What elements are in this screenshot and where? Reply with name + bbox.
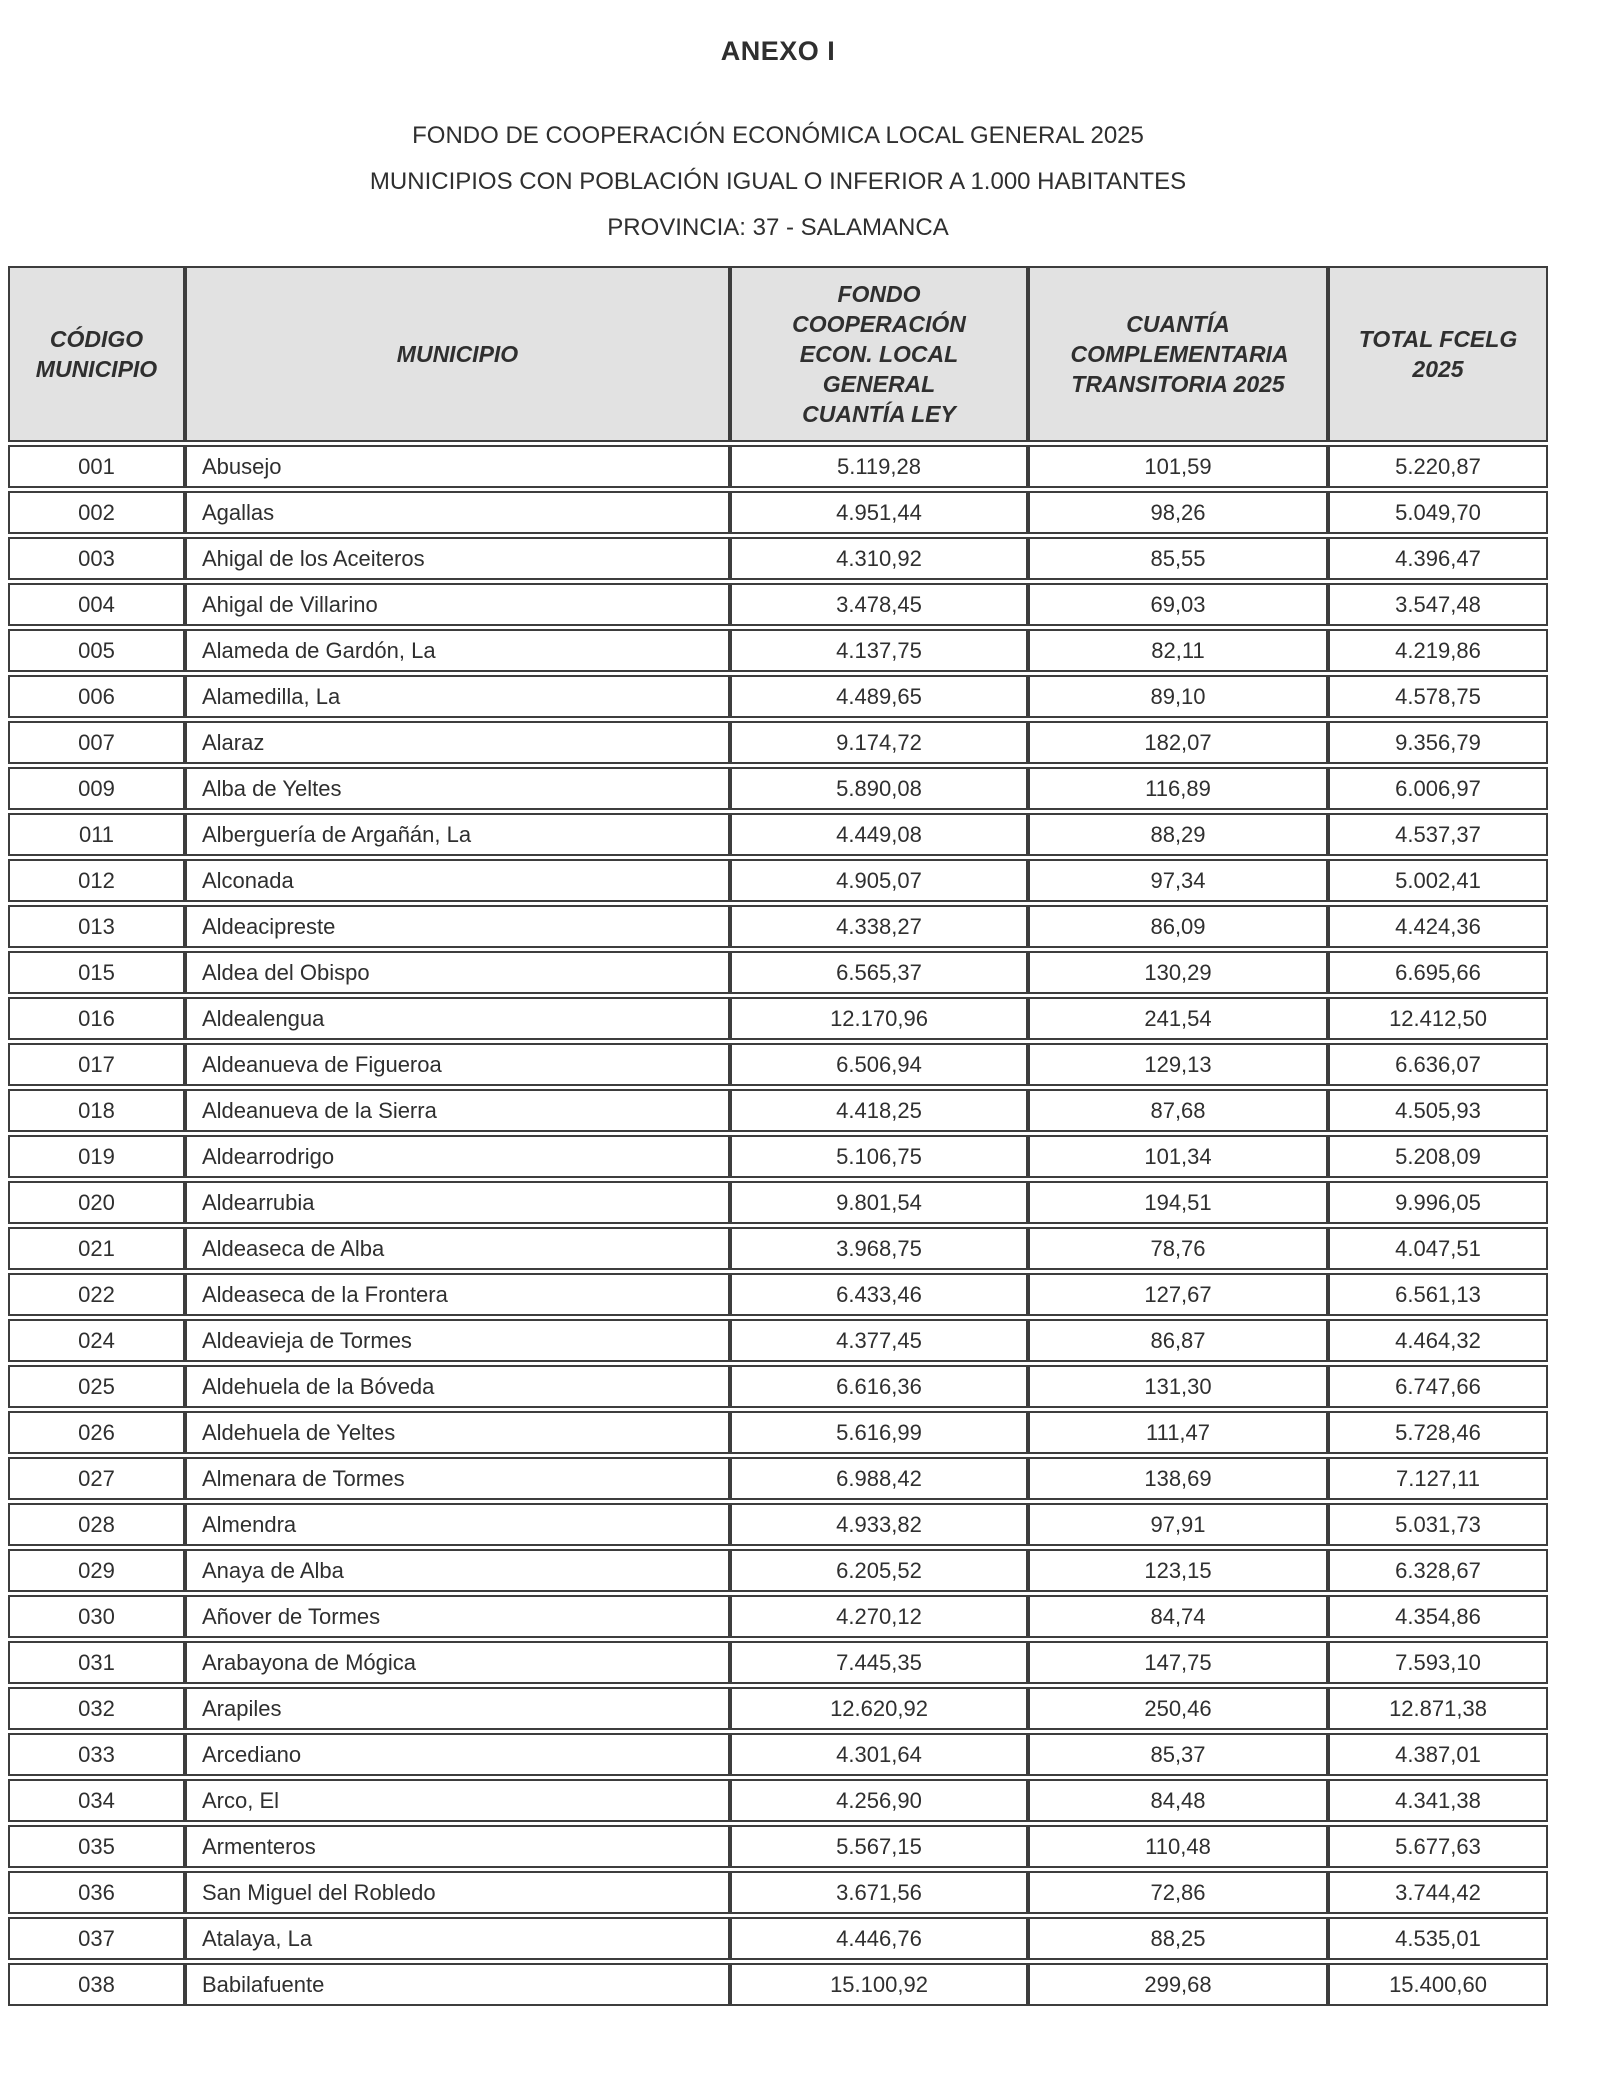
- cell-cuantia-complementaria: 147,75: [1028, 1641, 1328, 1684]
- cell-cuantia-complementaria: 87,68: [1028, 1089, 1328, 1132]
- cell-codigo-municipio: 015: [8, 951, 185, 994]
- table-row: [8, 1135, 1548, 1178]
- cell-codigo-municipio: 016: [8, 997, 185, 1040]
- cell-codigo-municipio: 035: [8, 1825, 185, 1868]
- subtitle-fund-name: FONDO DE COOPERACIÓN ECONÓMICA LOCAL GENERAL 2025: [412, 122, 1144, 149]
- cell-cuantia-complementaria: 69,03: [1028, 583, 1328, 626]
- table-row: [8, 859, 1548, 902]
- cell-codigo-municipio: 024: [8, 1319, 185, 1362]
- cell-codigo-municipio: 018: [8, 1089, 185, 1132]
- subtitle-province: PROVINCIA: 37 - SALAMANCA: [607, 214, 949, 241]
- cell-total-fcelg: 6.695,66: [1328, 951, 1548, 994]
- cell-codigo-municipio: 036: [8, 1871, 185, 1914]
- cell-fondo-cuantia-ley: 5.119,28: [730, 445, 1028, 488]
- table-row: [8, 1273, 1548, 1316]
- cell-total-fcelg: 4.354,86: [1328, 1595, 1548, 1638]
- cell-total-fcelg: 12.412,50: [1328, 997, 1548, 1040]
- table-row: [8, 951, 1548, 994]
- cell-cuantia-complementaria: 97,91: [1028, 1503, 1328, 1546]
- table-row: [8, 1227, 1548, 1270]
- cell-cuantia-complementaria: 130,29: [1028, 951, 1328, 994]
- cell-municipio: Atalaya, La: [185, 1917, 730, 1960]
- cell-municipio: Aldeavieja de Tormes: [185, 1319, 730, 1362]
- cell-municipio: Arcediano: [185, 1733, 730, 1776]
- cell-fondo-cuantia-ley: 4.301,64: [730, 1733, 1028, 1776]
- cell-codigo-municipio: 028: [8, 1503, 185, 1546]
- cell-total-fcelg: 5.031,73: [1328, 1503, 1548, 1546]
- column-header-municipio: MUNICIPIO: [185, 266, 730, 442]
- table-row: [8, 1595, 1548, 1638]
- cell-municipio: Almenara de Tormes: [185, 1457, 730, 1500]
- cell-cuantia-complementaria: 86,09: [1028, 905, 1328, 948]
- table-row: [8, 997, 1548, 1040]
- cell-municipio: Ahigal de los Aceiteros: [185, 537, 730, 580]
- cell-cuantia-complementaria: 78,76: [1028, 1227, 1328, 1270]
- cell-municipio: Arabayona de Mógica: [185, 1641, 730, 1684]
- cell-municipio: Arapiles: [185, 1687, 730, 1730]
- cell-codigo-municipio: 027: [8, 1457, 185, 1500]
- cell-municipio: Aldehuela de la Bóveda: [185, 1365, 730, 1408]
- table-row: [8, 1089, 1548, 1132]
- cell-fondo-cuantia-ley: 6.506,94: [730, 1043, 1028, 1086]
- cell-total-fcelg: 7.127,11: [1328, 1457, 1548, 1500]
- cell-municipio: Anaya de Alba: [185, 1549, 730, 1592]
- cell-total-fcelg: 5.728,46: [1328, 1411, 1548, 1454]
- table-row: [8, 1503, 1548, 1546]
- table-row: [8, 675, 1548, 718]
- table-row: [8, 1687, 1548, 1730]
- cell-fondo-cuantia-ley: 4.137,75: [730, 629, 1028, 672]
- cell-municipio: Aldehuela de Yeltes: [185, 1411, 730, 1454]
- cell-codigo-municipio: 034: [8, 1779, 185, 1822]
- cell-municipio: Alamedilla, La: [185, 675, 730, 718]
- cell-municipio: Aldeanueva de la Sierra: [185, 1089, 730, 1132]
- cell-municipio: Ahigal de Villarino: [185, 583, 730, 626]
- table-row: [8, 1411, 1548, 1454]
- cell-fondo-cuantia-ley: 3.671,56: [730, 1871, 1028, 1914]
- cell-municipio: Aldealengua: [185, 997, 730, 1040]
- cell-cuantia-complementaria: 101,59: [1028, 445, 1328, 488]
- cell-municipio: Babilafuente: [185, 1963, 730, 2006]
- cell-codigo-municipio: 017: [8, 1043, 185, 1086]
- cell-codigo-municipio: 006: [8, 675, 185, 718]
- cell-total-fcelg: 4.396,47: [1328, 537, 1548, 580]
- cell-fondo-cuantia-ley: 4.377,45: [730, 1319, 1028, 1362]
- cell-total-fcelg: 4.535,01: [1328, 1917, 1548, 1960]
- table-row: [8, 1549, 1548, 1592]
- cell-municipio: Arco, El: [185, 1779, 730, 1822]
- cell-total-fcelg: 4.505,93: [1328, 1089, 1548, 1132]
- cell-codigo-municipio: 032: [8, 1687, 185, 1730]
- cell-municipio: Añover de Tormes: [185, 1595, 730, 1638]
- cell-total-fcelg: 9.356,79: [1328, 721, 1548, 764]
- column-header-cuantia-complementaria: CUANTÍA COMPLEMENTARIA TRANSITORIA 2025: [1028, 266, 1328, 442]
- cell-fondo-cuantia-ley: 5.106,75: [730, 1135, 1028, 1178]
- cell-cuantia-complementaria: 250,46: [1028, 1687, 1328, 1730]
- cell-fondo-cuantia-ley: 4.905,07: [730, 859, 1028, 902]
- cell-cuantia-complementaria: 101,34: [1028, 1135, 1328, 1178]
- cell-municipio: Alconada: [185, 859, 730, 902]
- cell-total-fcelg: 5.220,87: [1328, 445, 1548, 488]
- cell-total-fcelg: 12.871,38: [1328, 1687, 1548, 1730]
- cell-codigo-municipio: 033: [8, 1733, 185, 1776]
- table-row: [8, 1365, 1548, 1408]
- cell-fondo-cuantia-ley: 6.565,37: [730, 951, 1028, 994]
- table-row: [8, 1457, 1548, 1500]
- cell-municipio: Almendra: [185, 1503, 730, 1546]
- table-row: [8, 1181, 1548, 1224]
- cell-total-fcelg: 5.208,09: [1328, 1135, 1548, 1178]
- cell-total-fcelg: 6.006,97: [1328, 767, 1548, 810]
- cell-cuantia-complementaria: 123,15: [1028, 1549, 1328, 1592]
- cell-total-fcelg: 4.219,86: [1328, 629, 1548, 672]
- cell-total-fcelg: 4.578,75: [1328, 675, 1548, 718]
- cell-municipio: Armenteros: [185, 1825, 730, 1868]
- cell-cuantia-complementaria: 116,89: [1028, 767, 1328, 810]
- cell-cuantia-complementaria: 84,74: [1028, 1595, 1328, 1638]
- cell-fondo-cuantia-ley: 12.620,92: [730, 1687, 1028, 1730]
- cell-fondo-cuantia-ley: 4.489,65: [730, 675, 1028, 718]
- cell-total-fcelg: 4.537,37: [1328, 813, 1548, 856]
- column-header-total-fcelg: TOTAL FCELG 2025: [1328, 266, 1548, 442]
- cell-municipio: Aldeaseca de la Frontera: [185, 1273, 730, 1316]
- cell-total-fcelg: 4.387,01: [1328, 1733, 1548, 1776]
- table-row: [8, 721, 1548, 764]
- table-row: [8, 583, 1548, 626]
- cell-total-fcelg: 4.341,38: [1328, 1779, 1548, 1822]
- title-block: [8, 0, 1548, 251]
- municipality-table-body: [8, 445, 1548, 2006]
- table-row: [8, 1641, 1548, 1684]
- cell-municipio: Aldearrubia: [185, 1181, 730, 1224]
- cell-total-fcelg: 6.328,67: [1328, 1549, 1548, 1592]
- cell-codigo-municipio: 022: [8, 1273, 185, 1316]
- cell-fondo-cuantia-ley: 4.418,25: [730, 1089, 1028, 1132]
- cell-fondo-cuantia-ley: 4.270,12: [730, 1595, 1028, 1638]
- cell-cuantia-complementaria: 85,37: [1028, 1733, 1328, 1776]
- cell-codigo-municipio: 020: [8, 1181, 185, 1224]
- cell-fondo-cuantia-ley: 12.170,96: [730, 997, 1028, 1040]
- cell-codigo-municipio: 019: [8, 1135, 185, 1178]
- cell-cuantia-complementaria: 129,13: [1028, 1043, 1328, 1086]
- cell-cuantia-complementaria: 89,10: [1028, 675, 1328, 718]
- table-row: [8, 1963, 1548, 2006]
- cell-fondo-cuantia-ley: 5.890,08: [730, 767, 1028, 810]
- cell-codigo-municipio: 021: [8, 1227, 185, 1270]
- cell-codigo-municipio: 030: [8, 1595, 185, 1638]
- cell-total-fcelg: 3.547,48: [1328, 583, 1548, 626]
- cell-cuantia-complementaria: 88,29: [1028, 813, 1328, 856]
- cell-fondo-cuantia-ley: 9.174,72: [730, 721, 1028, 764]
- cell-municipio: Agallas: [185, 491, 730, 534]
- cell-codigo-municipio: 004: [8, 583, 185, 626]
- cell-codigo-municipio: 002: [8, 491, 185, 534]
- cell-cuantia-complementaria: 72,86: [1028, 1871, 1328, 1914]
- table-row: [8, 1917, 1548, 1960]
- cell-fondo-cuantia-ley: 4.310,92: [730, 537, 1028, 580]
- cell-municipio: Aldeacipreste: [185, 905, 730, 948]
- table-header-row: [8, 266, 1548, 442]
- cell-cuantia-complementaria: 299,68: [1028, 1963, 1328, 2006]
- cell-cuantia-complementaria: 138,69: [1028, 1457, 1328, 1500]
- table-row: [8, 1319, 1548, 1362]
- cell-codigo-municipio: 012: [8, 859, 185, 902]
- cell-cuantia-complementaria: 97,34: [1028, 859, 1328, 902]
- cell-codigo-municipio: 037: [8, 1917, 185, 1960]
- cell-codigo-municipio: 029: [8, 1549, 185, 1592]
- table-row: [8, 1825, 1548, 1868]
- cell-cuantia-complementaria: 84,48: [1028, 1779, 1328, 1822]
- table-row: [8, 767, 1548, 810]
- cell-fondo-cuantia-ley: 4.951,44: [730, 491, 1028, 534]
- cell-codigo-municipio: 013: [8, 905, 185, 948]
- cell-total-fcelg: 6.747,66: [1328, 1365, 1548, 1408]
- cell-cuantia-complementaria: 111,47: [1028, 1411, 1328, 1454]
- cell-cuantia-complementaria: 182,07: [1028, 721, 1328, 764]
- cell-cuantia-complementaria: 241,54: [1028, 997, 1328, 1040]
- cell-total-fcelg: 7.593,10: [1328, 1641, 1548, 1684]
- cell-cuantia-complementaria: 194,51: [1028, 1181, 1328, 1224]
- table-row: [8, 491, 1548, 534]
- cell-fondo-cuantia-ley: 4.446,76: [730, 1917, 1028, 1960]
- cell-total-fcelg: 9.996,05: [1328, 1181, 1548, 1224]
- cell-fondo-cuantia-ley: 4.449,08: [730, 813, 1028, 856]
- cell-fondo-cuantia-ley: 15.100,92: [730, 1963, 1028, 2006]
- cell-codigo-municipio: 031: [8, 1641, 185, 1684]
- cell-codigo-municipio: 003: [8, 537, 185, 580]
- cell-municipio: Abusejo: [185, 445, 730, 488]
- subtitle-population-scope: MUNICIPIOS CON POBLACIÓN IGUAL O INFERIOR A 1.000 HABITANTES: [369, 168, 1187, 195]
- cell-total-fcelg: 4.424,36: [1328, 905, 1548, 948]
- cell-cuantia-complementaria: 131,30: [1028, 1365, 1328, 1408]
- table-row: [8, 1733, 1548, 1776]
- cell-fondo-cuantia-ley: 3.478,45: [730, 583, 1028, 626]
- cell-municipio: Alberguería de Argañán, La: [185, 813, 730, 856]
- cell-total-fcelg: 15.400,60: [1328, 1963, 1548, 2006]
- cell-codigo-municipio: 007: [8, 721, 185, 764]
- cell-cuantia-complementaria: 88,25: [1028, 1917, 1328, 1960]
- table-row: [8, 537, 1548, 580]
- document-title: ANEXO I: [720, 36, 836, 66]
- cell-fondo-cuantia-ley: 4.256,90: [730, 1779, 1028, 1822]
- column-header-fondo-cuantia-ley: FONDO COOPERACIÓN ECON. LOCAL GENERAL CUANTÍA LEY: [730, 266, 1028, 442]
- table-row: [8, 905, 1548, 948]
- table-row: [8, 1871, 1548, 1914]
- cell-codigo-municipio: 038: [8, 1963, 185, 2006]
- table-row: [8, 629, 1548, 672]
- cell-codigo-municipio: 005: [8, 629, 185, 672]
- cell-fondo-cuantia-ley: 3.968,75: [730, 1227, 1028, 1270]
- cell-codigo-municipio: 011: [8, 813, 185, 856]
- cell-municipio: Aldea del Obispo: [185, 951, 730, 994]
- table-row: [8, 813, 1548, 856]
- cell-fondo-cuantia-ley: 4.338,27: [730, 905, 1028, 948]
- cell-fondo-cuantia-ley: 9.801,54: [730, 1181, 1028, 1224]
- cell-municipio: Alba de Yeltes: [185, 767, 730, 810]
- cell-cuantia-complementaria: 86,87: [1028, 1319, 1328, 1362]
- cell-total-fcelg: 6.636,07: [1328, 1043, 1548, 1086]
- cell-municipio: San Miguel del Robledo: [185, 1871, 730, 1914]
- column-header-codigo-municipio: CÓDIGO MUNICIPIO: [8, 266, 185, 442]
- cell-total-fcelg: 5.049,70: [1328, 491, 1548, 534]
- table-row: [8, 1043, 1548, 1086]
- cell-fondo-cuantia-ley: 5.567,15: [730, 1825, 1028, 1868]
- cell-fondo-cuantia-ley: 6.205,52: [730, 1549, 1028, 1592]
- cell-total-fcelg: 5.677,63: [1328, 1825, 1548, 1868]
- cell-municipio: Alameda de Gardón, La: [185, 629, 730, 672]
- cell-cuantia-complementaria: 127,67: [1028, 1273, 1328, 1316]
- cell-fondo-cuantia-ley: 6.433,46: [730, 1273, 1028, 1316]
- cell-cuantia-complementaria: 110,48: [1028, 1825, 1328, 1868]
- table-row: [8, 445, 1548, 488]
- cell-cuantia-complementaria: 85,55: [1028, 537, 1328, 580]
- municipality-funding-table: [8, 263, 1548, 2009]
- cell-cuantia-complementaria: 98,26: [1028, 491, 1328, 534]
- table-row: [8, 1779, 1548, 1822]
- cell-fondo-cuantia-ley: 5.616,99: [730, 1411, 1028, 1454]
- cell-total-fcelg: 6.561,13: [1328, 1273, 1548, 1316]
- cell-municipio: Aldearrodrigo: [185, 1135, 730, 1178]
- cell-fondo-cuantia-ley: 7.445,35: [730, 1641, 1028, 1684]
- cell-cuantia-complementaria: 82,11: [1028, 629, 1328, 672]
- cell-total-fcelg: 3.744,42: [1328, 1871, 1548, 1914]
- cell-codigo-municipio: 009: [8, 767, 185, 810]
- cell-codigo-municipio: 026: [8, 1411, 185, 1454]
- cell-total-fcelg: 4.047,51: [1328, 1227, 1548, 1270]
- cell-fondo-cuantia-ley: 6.988,42: [730, 1457, 1028, 1500]
- cell-municipio: Alaraz: [185, 721, 730, 764]
- cell-fondo-cuantia-ley: 4.933,82: [730, 1503, 1028, 1546]
- cell-fondo-cuantia-ley: 6.616,36: [730, 1365, 1028, 1408]
- cell-codigo-municipio: 001: [8, 445, 185, 488]
- cell-municipio: Aldeaseca de Alba: [185, 1227, 730, 1270]
- cell-municipio: Aldeanueva de Figueroa: [185, 1043, 730, 1086]
- cell-total-fcelg: 4.464,32: [1328, 1319, 1548, 1362]
- cell-codigo-municipio: 025: [8, 1365, 185, 1408]
- cell-total-fcelg: 5.002,41: [1328, 859, 1548, 902]
